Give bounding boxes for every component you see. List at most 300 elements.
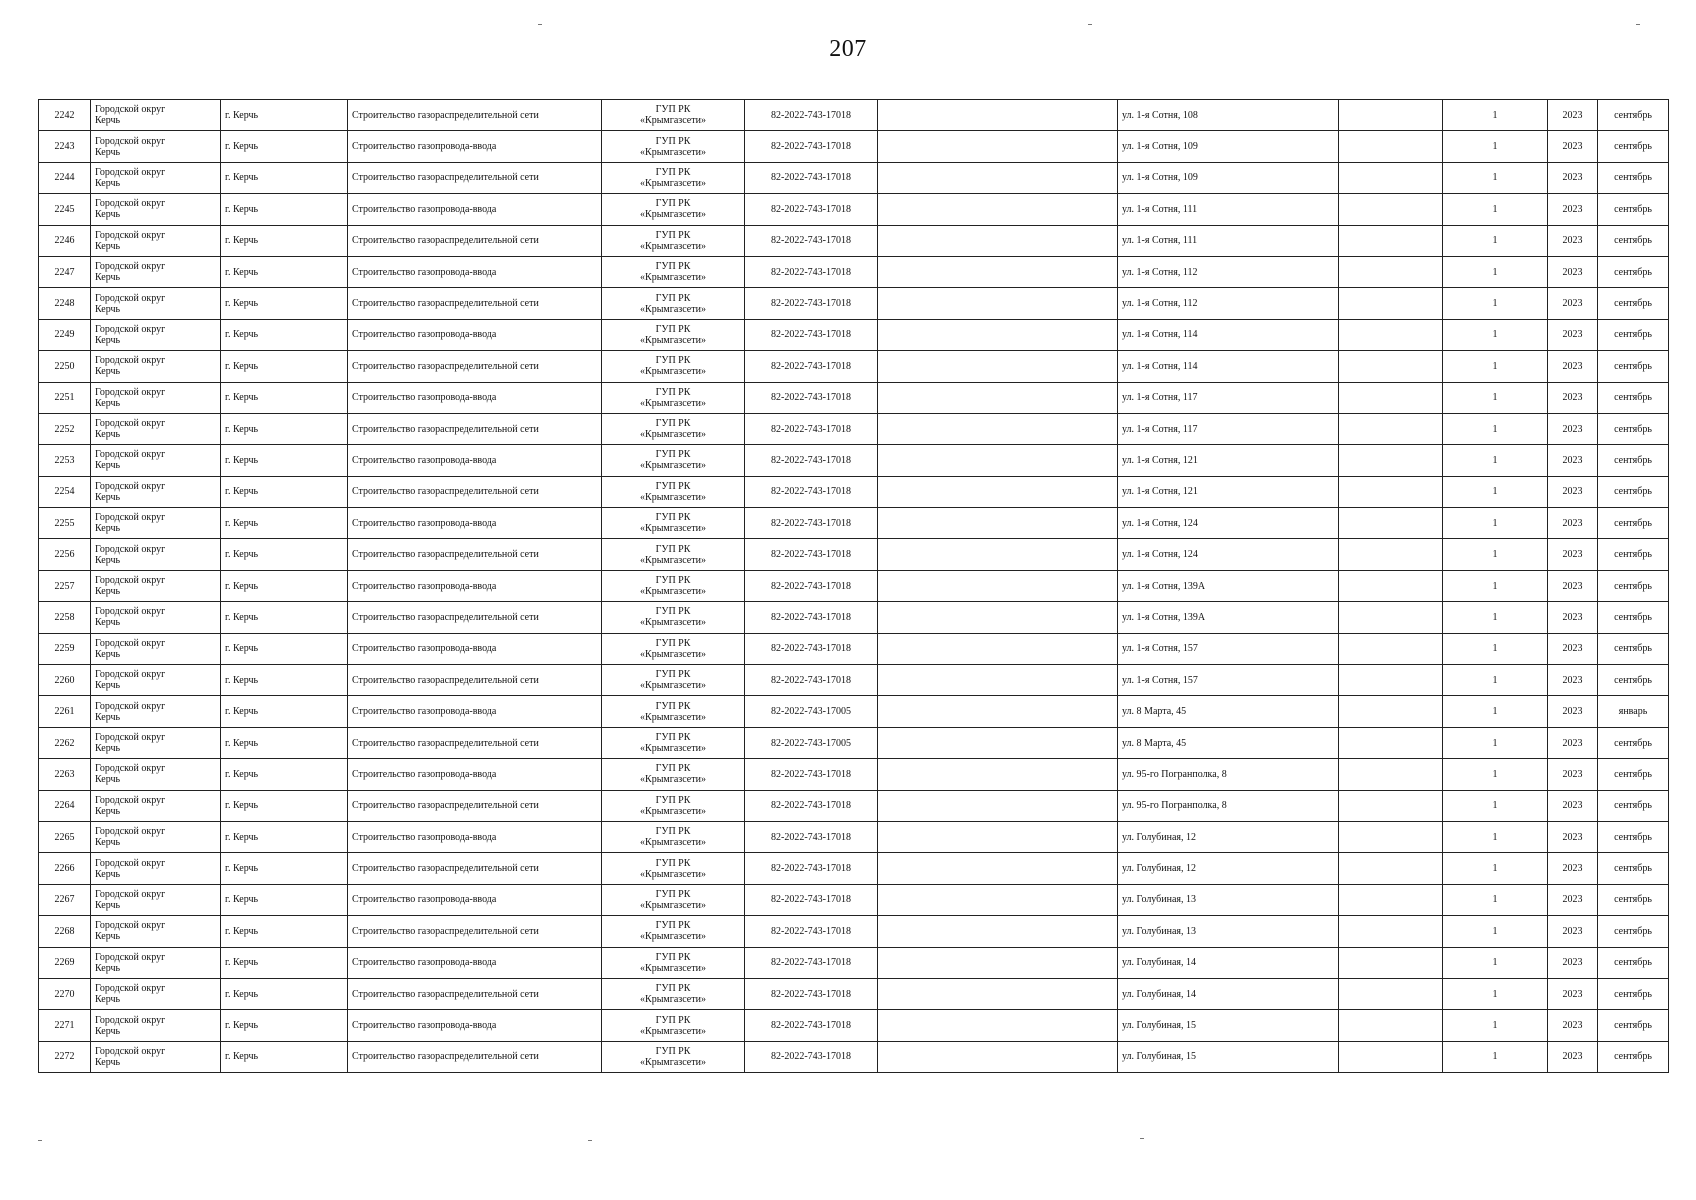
row-number: 2272 bbox=[39, 1041, 91, 1072]
empty-cell bbox=[1339, 978, 1443, 1009]
quantity-cell: 1 bbox=[1443, 382, 1548, 413]
month-cell: сентябрь bbox=[1598, 319, 1669, 350]
organization-cell-line: ГУП РК bbox=[655, 888, 691, 900]
table-row bbox=[39, 947, 1669, 978]
project-code-cell: 82-2022-743-17018 bbox=[745, 978, 878, 1009]
year-cell: 2023 bbox=[1548, 916, 1598, 947]
empty-cell bbox=[1339, 194, 1443, 225]
district-cell-line: Керчь bbox=[95, 523, 121, 535]
organization-cell-line: ГУП РК bbox=[655, 1014, 691, 1026]
work-type-cell: Строительство газопровода-ввода bbox=[348, 759, 602, 790]
work-type-cell: Строительство газопровода-ввода bbox=[348, 821, 602, 852]
district-cell bbox=[91, 759, 221, 790]
row-number: 2263 bbox=[39, 759, 91, 790]
city-cell: г. Керчь bbox=[221, 570, 348, 601]
year-cell: 2023 bbox=[1548, 225, 1598, 256]
district-cell-line: Керчь bbox=[95, 303, 121, 315]
work-type-cell: Строительство газопровода-ввода bbox=[348, 194, 602, 225]
district-cell-line: Городской округ bbox=[95, 669, 166, 681]
organization-cell-line: ГУП РК bbox=[655, 1045, 691, 1057]
month-cell: сентябрь bbox=[1598, 1041, 1669, 1072]
address-cell: ул. 1-я Сотня, 157 bbox=[1118, 633, 1339, 664]
organization-cell-line: ГУП РК bbox=[655, 983, 691, 995]
organization-cell bbox=[602, 790, 745, 821]
district-cell-line: Городской округ bbox=[95, 983, 166, 995]
quantity-cell: 1 bbox=[1443, 476, 1548, 507]
district-cell-line: Керчь bbox=[95, 240, 121, 252]
row-number: 2247 bbox=[39, 256, 91, 287]
organization-cell-line: ГУП РК bbox=[655, 166, 691, 178]
empty-cell bbox=[1339, 821, 1443, 852]
organization-cell-line: ГУП РК bbox=[655, 261, 691, 273]
empty-cell bbox=[878, 256, 1118, 287]
organization-cell-line: «Крымгазсети» bbox=[640, 837, 706, 849]
empty-cell bbox=[878, 884, 1118, 915]
organization-cell-line: «Крымгазсети» bbox=[640, 115, 706, 127]
district-cell bbox=[91, 602, 221, 633]
district-cell-line: Городской округ bbox=[95, 198, 166, 210]
organization-cell bbox=[602, 445, 745, 476]
organization-cell-line: «Крымгазсети» bbox=[640, 743, 706, 754]
city-cell: г. Керчь bbox=[221, 602, 348, 633]
table-row bbox=[39, 853, 1669, 884]
empty-cell bbox=[878, 162, 1118, 193]
project-code-cell: 82-2022-743-17018 bbox=[745, 821, 878, 852]
month-cell: сентябрь bbox=[1598, 916, 1669, 947]
organization-cell-line: ГУП РК bbox=[655, 794, 691, 806]
row-number: 2242 bbox=[39, 100, 91, 131]
quantity-cell: 1 bbox=[1443, 759, 1548, 790]
year-cell: 2023 bbox=[1548, 131, 1598, 162]
year-cell: 2023 bbox=[1548, 382, 1598, 413]
organization-cell bbox=[602, 759, 745, 790]
table-row bbox=[39, 602, 1669, 633]
quantity-cell: 1 bbox=[1443, 853, 1548, 884]
work-type-cell: Строительство газораспределительной сети bbox=[348, 539, 602, 570]
district-cell-line: Керчь bbox=[95, 648, 121, 660]
city-cell: г. Керчь bbox=[221, 1041, 348, 1072]
address-cell: ул. 1-я Сотня, 114 bbox=[1118, 319, 1339, 350]
district-cell-line: Городской округ bbox=[95, 826, 166, 838]
organization-cell-line: «Крымгазсети» bbox=[640, 994, 706, 1006]
work-type-cell: Строительство газораспределительной сети bbox=[348, 790, 602, 821]
project-code-cell: 82-2022-743-17018 bbox=[745, 1041, 878, 1072]
organization-cell bbox=[602, 570, 745, 601]
city-cell: г. Керчь bbox=[221, 539, 348, 570]
quantity-cell: 1 bbox=[1443, 539, 1548, 570]
district-cell bbox=[91, 445, 221, 476]
table-row bbox=[39, 821, 1669, 852]
city-cell: г. Керчь bbox=[221, 727, 348, 758]
row-number: 2259 bbox=[39, 633, 91, 664]
project-code-cell: 82-2022-743-17005 bbox=[745, 696, 878, 727]
district-cell bbox=[91, 884, 221, 915]
empty-cell bbox=[1339, 225, 1443, 256]
empty-cell bbox=[878, 947, 1118, 978]
organization-cell bbox=[602, 539, 745, 570]
row-number: 2260 bbox=[39, 665, 91, 696]
empty-cell bbox=[878, 916, 1118, 947]
empty-cell bbox=[1339, 602, 1443, 633]
empty-cell bbox=[878, 319, 1118, 350]
year-cell: 2023 bbox=[1548, 696, 1598, 727]
district-cell bbox=[91, 225, 221, 256]
empty-cell bbox=[1339, 790, 1443, 821]
organization-cell-line: «Крымгазсети» bbox=[640, 586, 706, 598]
empty-cell bbox=[1339, 319, 1443, 350]
organization-cell bbox=[602, 884, 745, 915]
table-row bbox=[39, 570, 1669, 601]
month-cell: сентябрь bbox=[1598, 602, 1669, 633]
month-cell: сентябрь bbox=[1598, 759, 1669, 790]
organization-cell-line: ГУП РК bbox=[655, 135, 691, 147]
organization-cell-line: «Крымгазсети» bbox=[640, 1056, 706, 1068]
empty-cell bbox=[1339, 445, 1443, 476]
district-cell bbox=[91, 790, 221, 821]
address-cell: ул. Голубиная, 14 bbox=[1118, 978, 1339, 1009]
district-cell-line: Городской округ bbox=[95, 920, 166, 932]
organization-cell-line: «Крымгазсети» bbox=[640, 366, 706, 378]
address-cell: ул. Голубиная, 15 bbox=[1118, 1041, 1339, 1072]
city-cell: г. Керчь bbox=[221, 978, 348, 1009]
row-number: 2253 bbox=[39, 445, 91, 476]
empty-cell bbox=[1339, 570, 1443, 601]
year-cell: 2023 bbox=[1548, 413, 1598, 444]
district-cell bbox=[91, 665, 221, 696]
organization-cell-line: ГУП РК bbox=[655, 826, 691, 838]
work-type-cell: Строительство газораспределительной сети bbox=[348, 1041, 602, 1072]
quantity-cell: 1 bbox=[1443, 602, 1548, 633]
city-cell: г. Керчь bbox=[221, 413, 348, 444]
address-cell: ул. 8 Марта, 45 bbox=[1118, 727, 1339, 758]
district-cell-line: Городской округ bbox=[95, 323, 166, 335]
project-code-cell: 82-2022-743-17018 bbox=[745, 947, 878, 978]
organization-cell-line: «Крымгазсети» bbox=[640, 931, 706, 943]
organization-cell-line: ГУП РК bbox=[655, 606, 691, 618]
city-cell: г. Керчь bbox=[221, 256, 348, 287]
table-row bbox=[39, 319, 1669, 350]
table-row bbox=[39, 162, 1669, 193]
district-cell-line: Городской округ bbox=[95, 606, 166, 618]
project-code-cell: 82-2022-743-17018 bbox=[745, 256, 878, 287]
project-code-cell: 82-2022-743-17018 bbox=[745, 1010, 878, 1041]
city-cell: г. Керчь bbox=[221, 382, 348, 413]
quantity-cell: 1 bbox=[1443, 947, 1548, 978]
empty-cell bbox=[1339, 853, 1443, 884]
organization-cell-line: ГУП РК bbox=[655, 449, 691, 461]
district-cell-line: Городской округ bbox=[95, 700, 166, 712]
work-type-cell: Строительство газопровода-ввода bbox=[348, 508, 602, 539]
organization-cell-line: «Крымгазсети» bbox=[640, 1025, 706, 1037]
address-cell: ул. 1-я Сотня, 121 bbox=[1118, 445, 1339, 476]
work-type-cell: Строительство газопровода-ввода bbox=[348, 1010, 602, 1041]
table-row bbox=[39, 1041, 1669, 1072]
work-type-cell: Строительство газораспределительной сети bbox=[348, 978, 602, 1009]
city-cell: г. Керчь bbox=[221, 225, 348, 256]
district-cell bbox=[91, 100, 221, 131]
district-cell-line: Городской округ bbox=[95, 763, 166, 775]
organization-cell bbox=[602, 319, 745, 350]
city-cell: г. Керчь bbox=[221, 508, 348, 539]
work-type-cell: Строительство газопровода-ввода bbox=[348, 696, 602, 727]
organization-cell bbox=[602, 916, 745, 947]
organization-cell-line: ГУП РК bbox=[655, 355, 691, 367]
organization-cell bbox=[602, 476, 745, 507]
project-code-cell: 82-2022-743-17018 bbox=[745, 916, 878, 947]
quantity-cell: 1 bbox=[1443, 256, 1548, 287]
month-cell: сентябрь bbox=[1598, 382, 1669, 413]
organization-cell-line: ГУП РК bbox=[655, 920, 691, 932]
district-cell-line: Городской округ bbox=[95, 449, 166, 461]
year-cell: 2023 bbox=[1548, 194, 1598, 225]
organization-cell bbox=[602, 162, 745, 193]
month-cell: сентябрь bbox=[1598, 288, 1669, 319]
empty-cell bbox=[878, 382, 1118, 413]
table-row bbox=[39, 916, 1669, 947]
organization-cell-line: ГУП РК bbox=[655, 386, 691, 398]
row-number: 2264 bbox=[39, 790, 91, 821]
project-code-cell: 82-2022-743-17018 bbox=[745, 288, 878, 319]
month-cell: сентябрь bbox=[1598, 476, 1669, 507]
quantity-cell: 1 bbox=[1443, 1010, 1548, 1041]
organization-cell-line: «Крымгазсети» bbox=[640, 554, 706, 566]
empty-cell bbox=[878, 351, 1118, 382]
empty-cell bbox=[1339, 665, 1443, 696]
work-type-cell: Строительство газопровода-ввода bbox=[348, 947, 602, 978]
month-cell: сентябрь bbox=[1598, 413, 1669, 444]
project-code-cell: 82-2022-743-17018 bbox=[745, 602, 878, 633]
empty-cell bbox=[878, 225, 1118, 256]
organization-cell-line: ГУП РК bbox=[655, 323, 691, 335]
month-cell: сентябрь bbox=[1598, 978, 1669, 1009]
empty-cell bbox=[878, 727, 1118, 758]
quantity-cell: 1 bbox=[1443, 790, 1548, 821]
district-cell-line: Керчь bbox=[95, 177, 121, 189]
year-cell: 2023 bbox=[1548, 1041, 1598, 1072]
year-cell: 2023 bbox=[1548, 256, 1598, 287]
address-cell: ул. Голубиная, 13 bbox=[1118, 916, 1339, 947]
address-cell: ул. 1-я Сотня, 108 bbox=[1118, 100, 1339, 131]
city-cell: г. Керчь bbox=[221, 665, 348, 696]
organization-cell bbox=[602, 131, 745, 162]
row-number: 2249 bbox=[39, 319, 91, 350]
year-cell: 2023 bbox=[1548, 947, 1598, 978]
month-cell: сентябрь bbox=[1598, 633, 1669, 664]
quantity-cell: 1 bbox=[1443, 1041, 1548, 1072]
organization-cell-line: «Крымгазсети» bbox=[640, 805, 706, 817]
organization-cell bbox=[602, 947, 745, 978]
empty-cell bbox=[1339, 508, 1443, 539]
address-cell: ул. Голубиная, 13 bbox=[1118, 884, 1339, 915]
district-cell-line: Керчь bbox=[95, 617, 121, 629]
work-type-cell: Строительство газопровода-ввода bbox=[348, 570, 602, 601]
address-cell: ул. 95-го Погранполка, 8 bbox=[1118, 790, 1339, 821]
project-code-cell: 82-2022-743-17018 bbox=[745, 884, 878, 915]
city-cell: г. Керчь bbox=[221, 916, 348, 947]
address-cell: ул. 1-я Сотня, 111 bbox=[1118, 194, 1339, 225]
quantity-cell: 1 bbox=[1443, 162, 1548, 193]
organization-cell-line: «Крымгазсети» bbox=[640, 680, 706, 692]
month-cell: сентябрь bbox=[1598, 727, 1669, 758]
district-cell-line: Керчь bbox=[95, 994, 121, 1006]
row-number: 2248 bbox=[39, 288, 91, 319]
row-number: 2271 bbox=[39, 1010, 91, 1041]
row-number: 2255 bbox=[39, 508, 91, 539]
project-code-cell: 82-2022-743-17005 bbox=[745, 727, 878, 758]
project-code-cell: 82-2022-743-17018 bbox=[745, 413, 878, 444]
city-cell: г. Керчь bbox=[221, 194, 348, 225]
empty-cell bbox=[878, 445, 1118, 476]
month-cell: сентябрь bbox=[1598, 100, 1669, 131]
year-cell: 2023 bbox=[1548, 100, 1598, 131]
work-type-cell: Строительство газораспределительной сети bbox=[348, 602, 602, 633]
table-row bbox=[39, 131, 1669, 162]
row-number: 2251 bbox=[39, 382, 91, 413]
organization-cell bbox=[602, 413, 745, 444]
project-code-cell: 82-2022-743-17018 bbox=[745, 790, 878, 821]
district-cell-line: Керчь bbox=[95, 899, 121, 911]
district-cell bbox=[91, 947, 221, 978]
table-row bbox=[39, 508, 1669, 539]
year-cell: 2023 bbox=[1548, 1010, 1598, 1041]
organization-cell-line: ГУП РК bbox=[655, 763, 691, 775]
table-row bbox=[39, 100, 1669, 131]
month-cell: сентябрь bbox=[1598, 1010, 1669, 1041]
project-code-cell: 82-2022-743-17018 bbox=[745, 853, 878, 884]
table-row bbox=[39, 978, 1669, 1009]
row-number: 2257 bbox=[39, 570, 91, 601]
table-row bbox=[39, 476, 1669, 507]
organization-cell bbox=[602, 194, 745, 225]
registry-rows bbox=[39, 100, 1669, 1073]
district-cell-line: Городской округ bbox=[95, 1045, 166, 1057]
district-cell-line: Керчь bbox=[95, 774, 121, 786]
work-type-cell: Строительство газопровода-ввода bbox=[348, 319, 602, 350]
district-cell bbox=[91, 727, 221, 758]
address-cell: ул. 1-я Сотня, 157 bbox=[1118, 665, 1339, 696]
month-cell: сентябрь bbox=[1598, 821, 1669, 852]
organization-cell bbox=[602, 696, 745, 727]
empty-cell bbox=[878, 100, 1118, 131]
year-cell: 2023 bbox=[1548, 476, 1598, 507]
month-cell: сентябрь bbox=[1598, 131, 1669, 162]
project-code-cell: 82-2022-743-17018 bbox=[745, 319, 878, 350]
row-number: 2258 bbox=[39, 602, 91, 633]
organization-cell bbox=[602, 256, 745, 287]
month-cell: сентябрь bbox=[1598, 445, 1669, 476]
work-type-cell: Строительство газораспределительной сети bbox=[348, 162, 602, 193]
organization-cell-line: ГУП РК bbox=[655, 104, 691, 116]
address-cell: ул. Голубиная, 14 bbox=[1118, 947, 1339, 978]
empty-cell bbox=[1339, 539, 1443, 570]
year-cell: 2023 bbox=[1548, 162, 1598, 193]
empty-cell bbox=[878, 665, 1118, 696]
row-number: 2268 bbox=[39, 916, 91, 947]
work-type-cell: Строительство газораспределительной сети bbox=[348, 665, 602, 696]
organization-cell-line: «Крымгазсети» bbox=[640, 177, 706, 189]
district-cell-line: Керчь bbox=[95, 743, 121, 754]
table-row bbox=[39, 759, 1669, 790]
organization-cell-line: «Крымгазсети» bbox=[640, 648, 706, 660]
row-number: 2261 bbox=[39, 696, 91, 727]
organization-cell bbox=[602, 633, 745, 664]
address-cell: ул. 1-я Сотня, 109 bbox=[1118, 131, 1339, 162]
year-cell: 2023 bbox=[1548, 445, 1598, 476]
district-cell-line: Городской округ bbox=[95, 794, 166, 806]
year-cell: 2023 bbox=[1548, 288, 1598, 319]
organization-cell-line: ГУП РК bbox=[655, 669, 691, 681]
table-row bbox=[39, 194, 1669, 225]
project-code-cell: 82-2022-743-17018 bbox=[745, 570, 878, 601]
organization-cell-line: «Крымгазсети» bbox=[640, 303, 706, 315]
district-cell bbox=[91, 539, 221, 570]
address-cell: ул. 1-я Сотня, 109 bbox=[1118, 162, 1339, 193]
city-cell: г. Керчь bbox=[221, 821, 348, 852]
quantity-cell: 1 bbox=[1443, 665, 1548, 696]
organization-cell bbox=[602, 225, 745, 256]
organization-cell-line: ГУП РК bbox=[655, 418, 691, 430]
district-cell bbox=[91, 696, 221, 727]
empty-cell bbox=[1339, 413, 1443, 444]
table-row bbox=[39, 351, 1669, 382]
work-type-cell: Строительство газораспределительной сети bbox=[348, 100, 602, 131]
organization-cell bbox=[602, 1010, 745, 1041]
month-cell: сентябрь bbox=[1598, 947, 1669, 978]
city-cell: г. Керчь bbox=[221, 131, 348, 162]
year-cell: 2023 bbox=[1548, 884, 1598, 915]
project-code-cell: 82-2022-743-17018 bbox=[745, 162, 878, 193]
city-cell: г. Керчь bbox=[221, 100, 348, 131]
empty-cell bbox=[1339, 288, 1443, 319]
city-cell: г. Керчь bbox=[221, 288, 348, 319]
organization-cell bbox=[602, 665, 745, 696]
district-cell-line: Городской округ bbox=[95, 386, 166, 398]
district-cell-line: Керчь bbox=[95, 115, 121, 127]
scan-speck bbox=[38, 1140, 42, 1141]
district-cell bbox=[91, 570, 221, 601]
year-cell: 2023 bbox=[1548, 633, 1598, 664]
district-cell-line: Городской округ bbox=[95, 543, 166, 555]
district-cell bbox=[91, 413, 221, 444]
district-cell-line: Керчь bbox=[95, 711, 121, 723]
city-cell: г. Керчь bbox=[221, 445, 348, 476]
district-cell-line: Керчь bbox=[95, 586, 121, 598]
address-cell: ул. 1-я Сотня, 111 bbox=[1118, 225, 1339, 256]
work-type-cell: Строительство газораспределительной сети bbox=[348, 916, 602, 947]
district-cell-line: Керчь bbox=[95, 491, 121, 503]
work-type-cell: Строительство газопровода-ввода bbox=[348, 884, 602, 915]
organization-cell-line: «Крымгазсети» bbox=[640, 272, 706, 284]
district-cell-line: Городской округ bbox=[95, 261, 166, 273]
month-cell: сентябрь bbox=[1598, 162, 1669, 193]
organization-cell bbox=[602, 602, 745, 633]
empty-cell bbox=[878, 696, 1118, 727]
organization-cell-line: ГУП РК bbox=[655, 951, 691, 963]
organization-cell-line: ГУП РК bbox=[655, 229, 691, 241]
empty-cell bbox=[1339, 382, 1443, 413]
address-cell: ул. 1-я Сотня, 139А bbox=[1118, 602, 1339, 633]
organization-cell-line: ГУП РК bbox=[655, 512, 691, 524]
row-number: 2265 bbox=[39, 821, 91, 852]
month-cell: сентябрь bbox=[1598, 194, 1669, 225]
organization-cell-line: «Крымгазсети» bbox=[640, 868, 706, 880]
work-type-cell: Строительство газораспределительной сети bbox=[348, 288, 602, 319]
work-type-cell: Строительство газопровода-ввода bbox=[348, 256, 602, 287]
district-cell-line: Керчь bbox=[95, 962, 121, 974]
quantity-cell: 1 bbox=[1443, 100, 1548, 131]
district-cell-line: Керчь bbox=[95, 868, 121, 880]
project-code-cell: 82-2022-743-17018 bbox=[745, 759, 878, 790]
